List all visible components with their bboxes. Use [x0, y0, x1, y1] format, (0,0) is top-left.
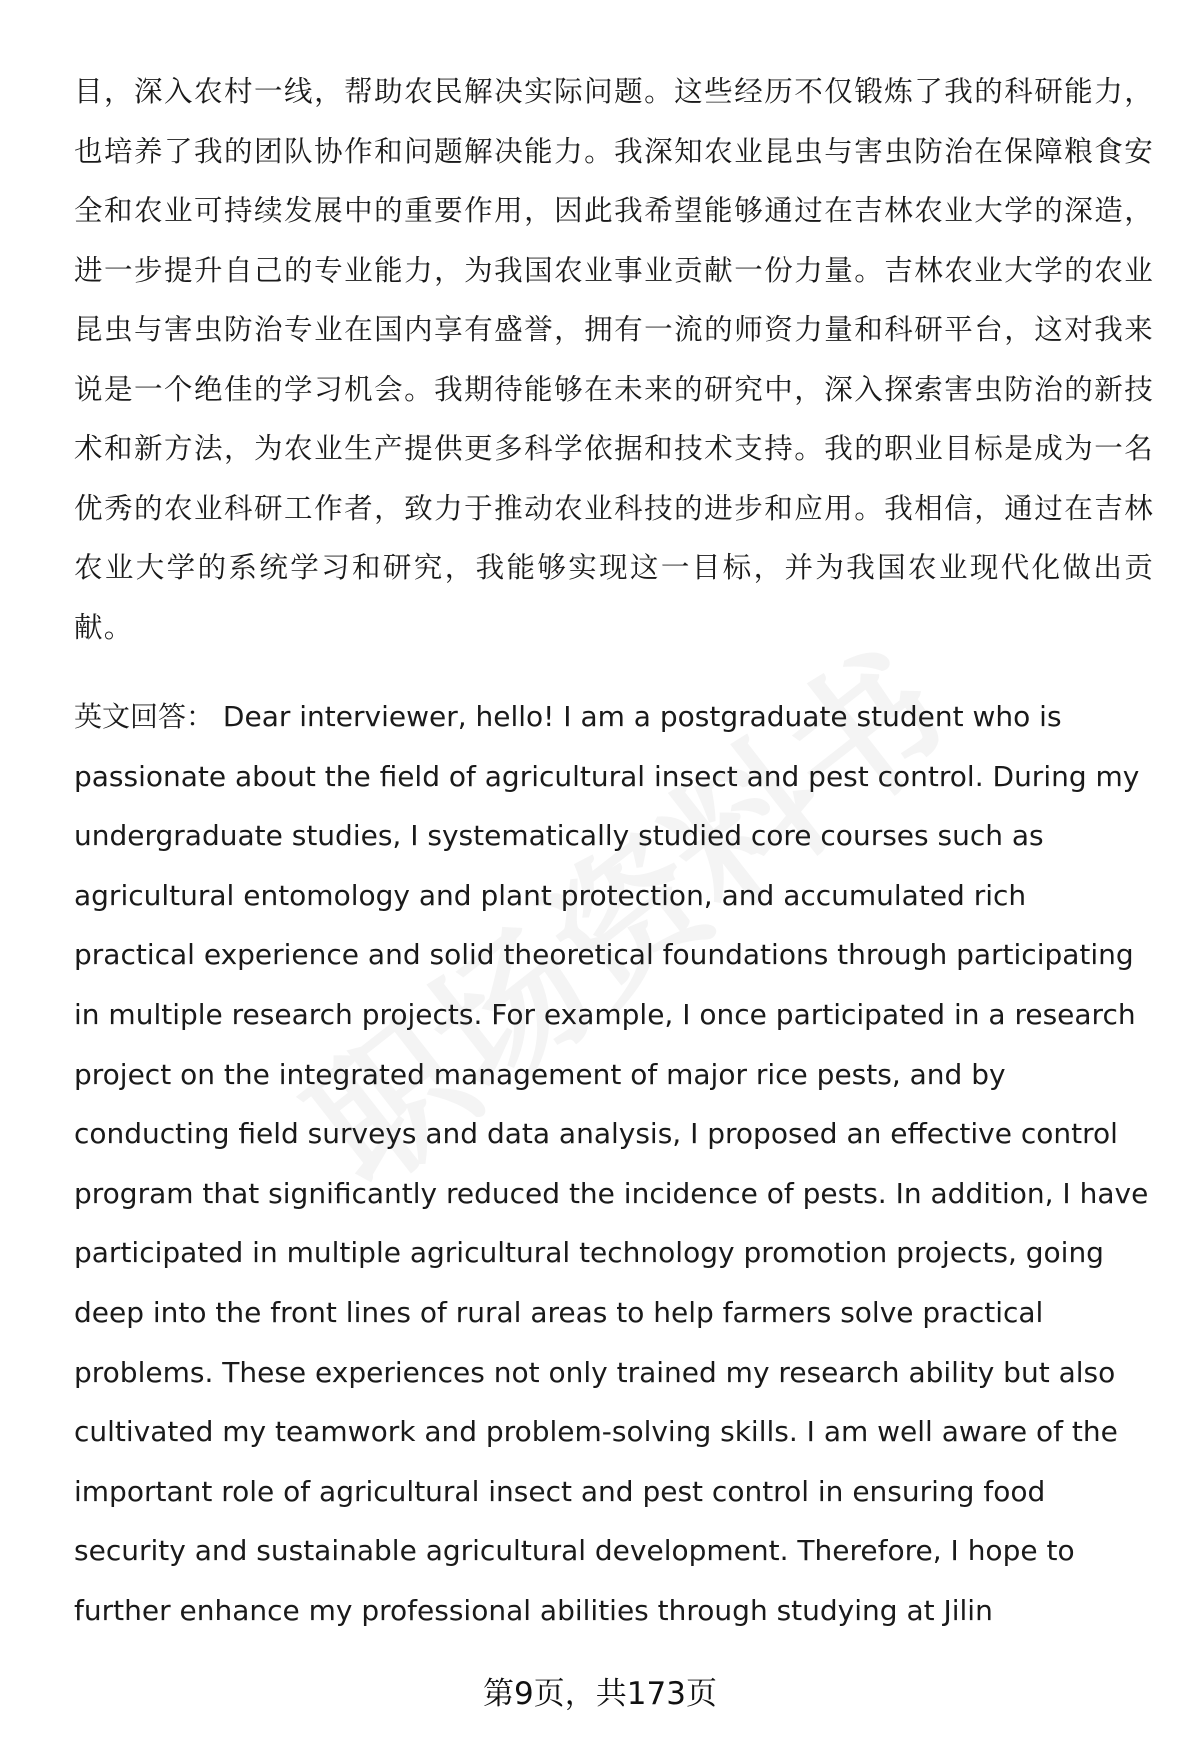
paragraph-chinese: 目，深入农村一线，帮助农民解决实际问题。这些经历不仅锻炼了我的科研能力，也培养了我的团队协作和问题解决能力。我深知农业昆虫与害虫防治在保障粮食安全和农业可持续发展中的重要作用，因此我希望能够通过在吉林农业大学的深造，进一步提升自己的专业能力，为我国农业事业贡献一份力量。吉林农业大学的农业昆虫与害虫防治专业在国内享有盛誉，拥有一流的师资力量和科研平台，这对我来说是一个绝佳的学习机会。我期待能够在未来的研究中，深入探索害虫防治的新技术和新方法，为农业生产提供更多科学依据和技术支持。我的职业目标是成为一名优秀的农业科研工作者，致力于推动农业科技的进步和应用。我相信，通过在吉林农业大学的系统学习和研究，我能够实现这一目标，并为我国农业现代化做出贡献。 — [74, 75, 1154, 644]
document-body — [74, 62, 1154, 1641]
page-number-footer: 第9页，共173页 — [483, 1676, 717, 1712]
paragraph-english: 英文回答： Dear interviewer, hello! I am a postgraduate student who is passionate about the field of agricultural insect and pest control. During my undergraduate studies, I systematically studied core courses such as agricultural entomology and plant protection, and accumulated rich practical experience and solid theoretical foundations through participating in multiple research projects. For example, I once participated in a research project on the integrated management of major rice pests, and by conducting field surveys and data analysis, I proposed an effective control program that significantly reduced the incidence of pests. In addition, I have participated in multiple agricultural technology promotion projects, going deep into the front lines of rural areas to help farmers solve practical problems. These experiences not only trained my research ability but also cultivated my teamwork and problem-solving skills. I am well aware of the important role of agricultural insect and pest control in ensuring food security and sustainable agricultural development. Therefore, I hope to further enhance my professional abilities through studying at Jilin — [74, 700, 1149, 1627]
